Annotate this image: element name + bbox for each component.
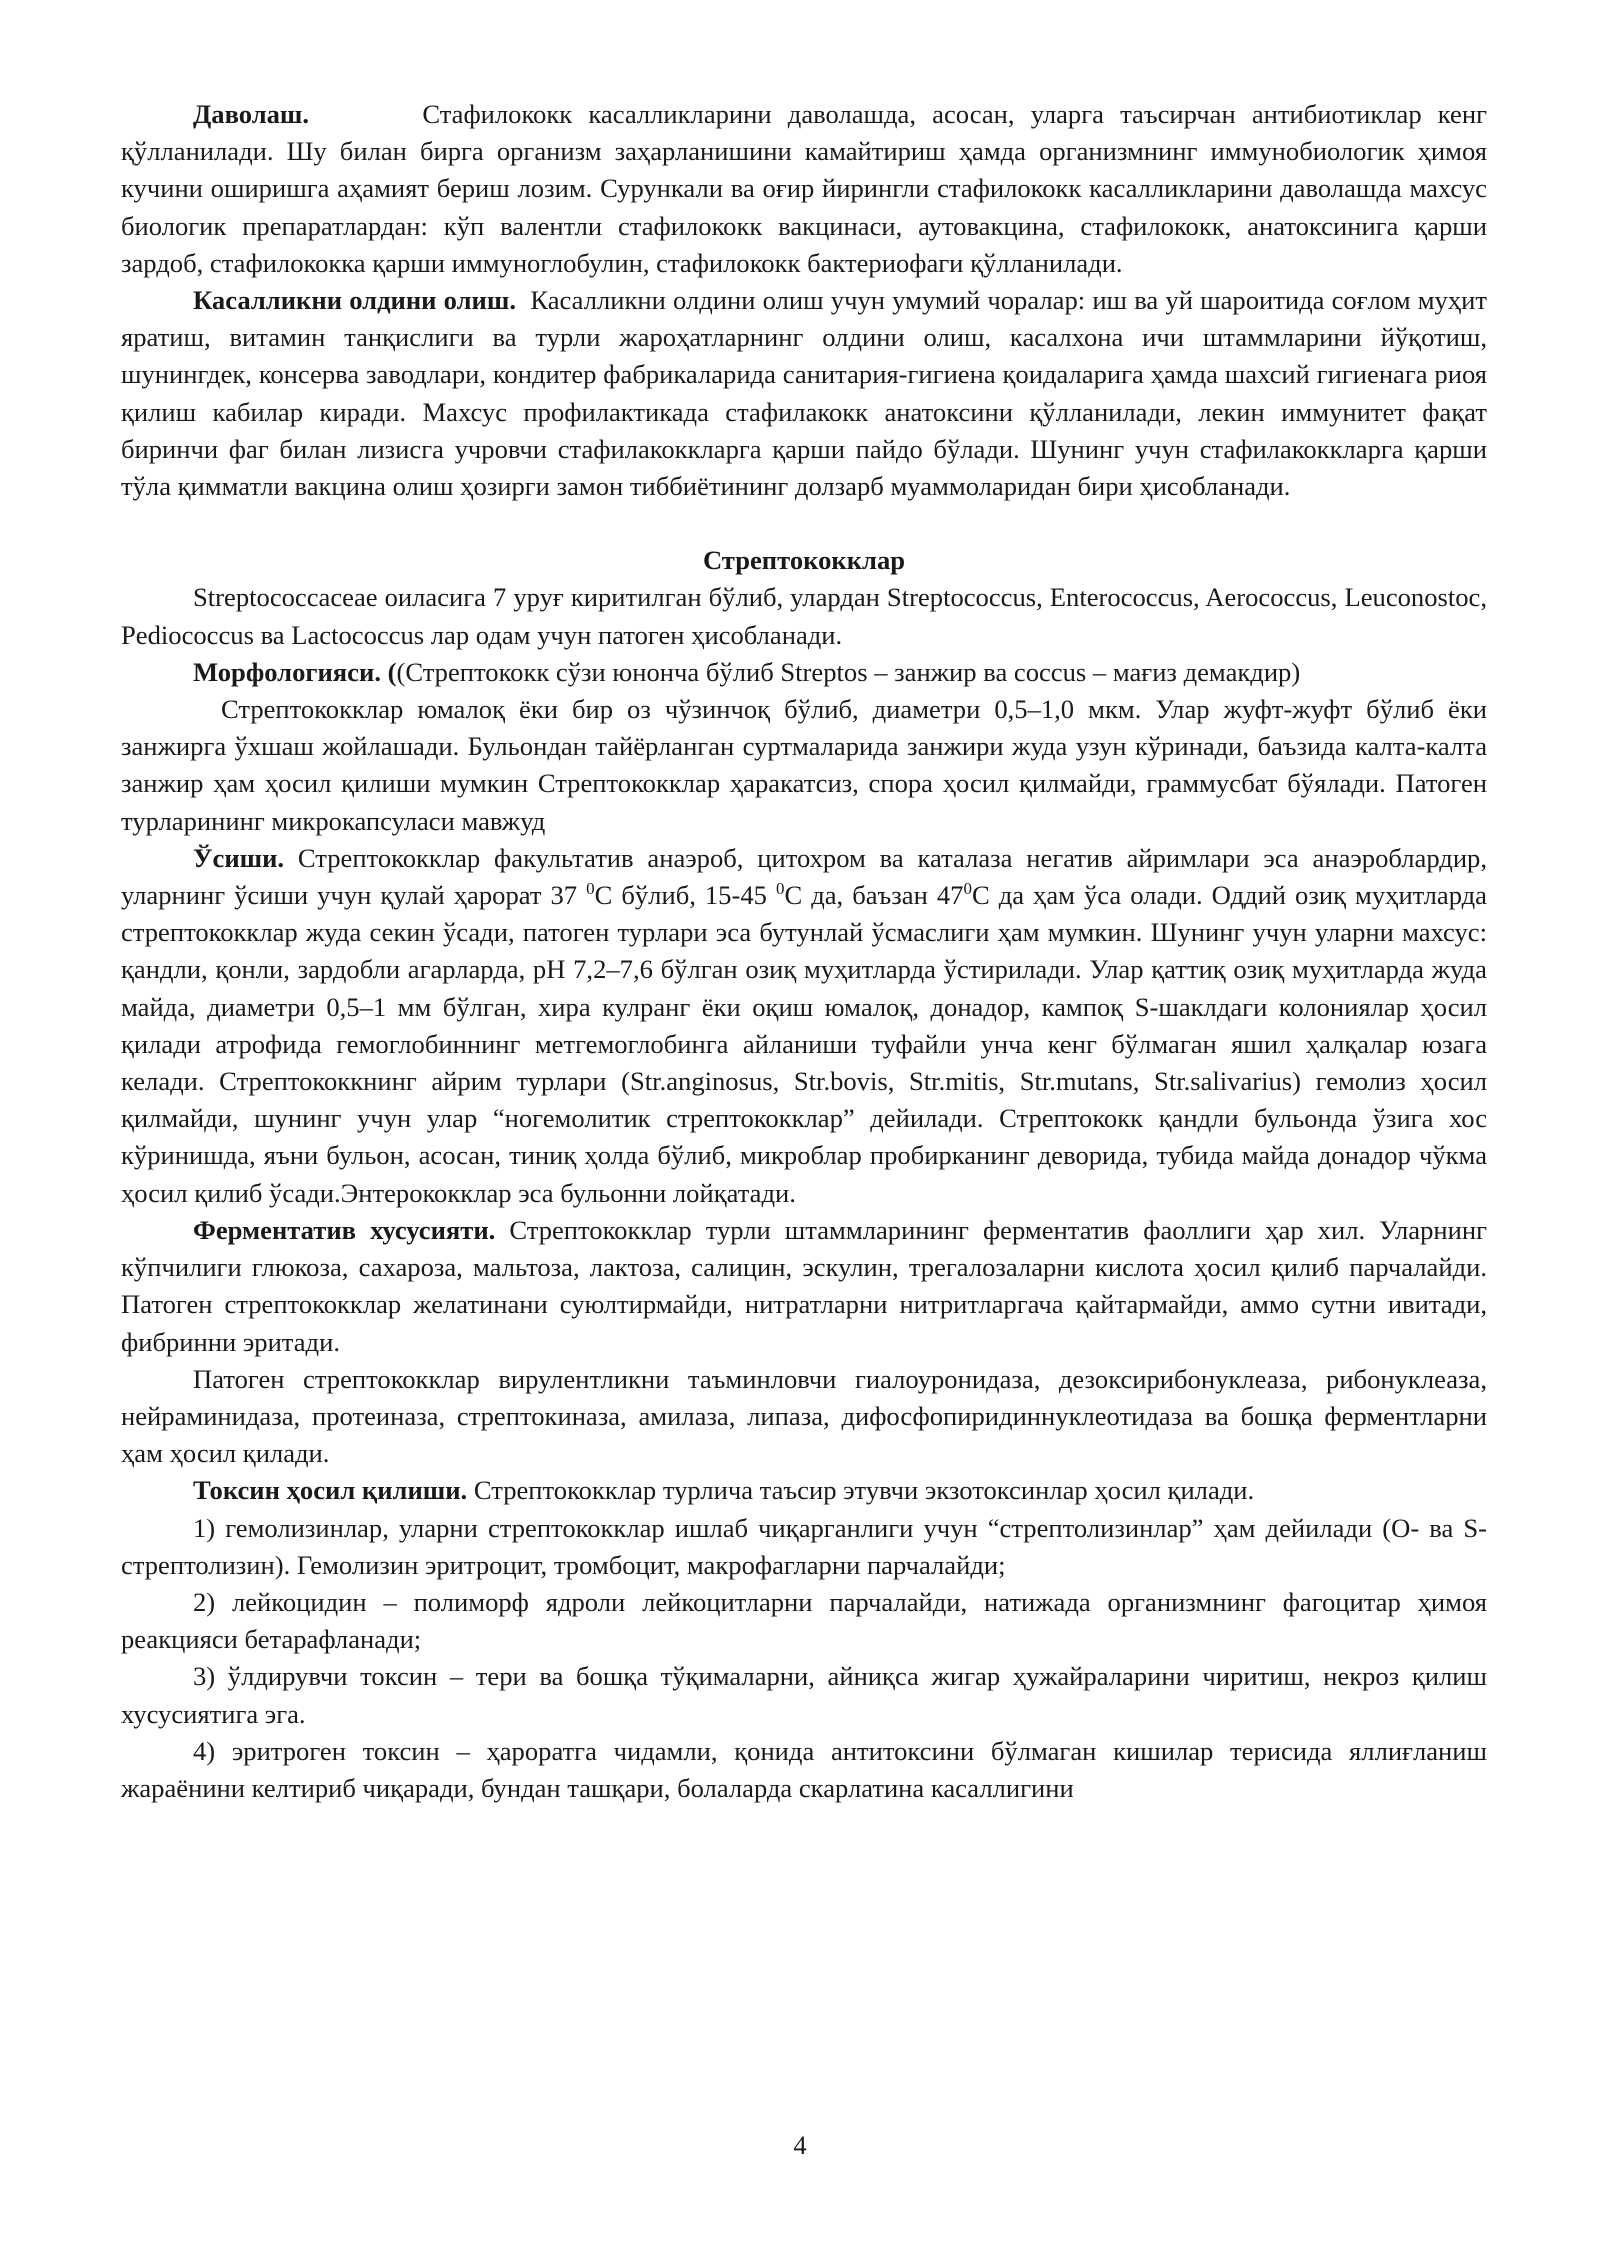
- section-title: Стрептококклар: [702, 545, 906, 576]
- toxin-label: Токсин ҳосил қилиши.: [193, 1475, 468, 1506]
- treatment-label: Даволаш.: [193, 99, 310, 129]
- treatment-text: Стафилококк касалликларини даволашда, асосан, уларга таъсирчан антибиотиклар кенг қўлланилади. Шу билан бирга организм заҳарланишини камайтириш ҳамда организмнинг иммунобиологик ҳимоя кучини оширишга аҳамият бериш лозим. Сурункали ва оғир йирингли стафилококк касалликларини даволашда махсус биологик препаратлардан: кўп валентли стафилококк вакцинаси, аутовакцина, стафилококк, анатоксинига қарши зардоб, стафилококка қарши иммуноглобулин, стафилококк бактериофаги қўлланилади.: [121, 99, 1487, 278]
- morphology-label: Морфологияси.: [193, 656, 381, 687]
- morphology-text: (Стрептококк сўзи юнонча бўлиб Streptos – занжир ва coccus – мағиз демакдир): [396, 656, 1301, 687]
- page-number: 4: [793, 2130, 807, 2160]
- prevention-label: Касалликни олдини олиш.: [193, 285, 516, 316]
- treatment-paragraph: [121, 96, 1487, 282]
- prevention-text: Касалликни олдини олиш учун умумий чоралар: иш ва уй шароитида соғлом муҳит яратиш, витамин танқислиги ва турли жароҳатларнинг олдини олиш, касалхона ичи штаммларини йўқотиш, шунингдек, консерва заводлари, кондитер фабрикаларида санитария-гигиена қоидаларига ҳамда шахсий гигиенага риоя қилиш кабилар киради. Махсус профилактикада стафилакокк анатоксини қўлланилади, лекин иммунитет фақат биринчи фаг билан лизисга учровчи стафилакоккларга қарши пайдо бўлади. Шунинг учун стафилакоккларга қарши тўла қимматли вакцина олиш ҳозирги замон тиббиётининг долзарб муаммоларидан бири ҳисобланади.: [121, 285, 1487, 502]
- intro-paragraph: Streptococcaceae оиласига 7 уруғ киритилган бўлиб, улардан Streptococcus, Enterococcus, Aerococcus, Leuconostoc, Pediococcus ва Lactococcus лар одам учун патоген ҳисобланади.: [121, 582, 1487, 650]
- enzymatic-text: Стрептококклар турли штаммларининг ферментатив фаоллиги ҳар хил. Уларнинг кўпчилиги глюкоза, сахароза, мальтоза, лактоза, салицин, эскулин, трегалозаларни кислота ҳосил қилиб парчалайди. Патоген стрептококклар желатинани суюлтирмайди, нитратларни нитритларгача қайтармайди, аммо сутни ивитади, фибринни эритади.: [121, 1214, 1487, 1357]
- toxin-paragraph: [121, 1472, 1487, 1509]
- degree-sup: 0: [963, 879, 972, 899]
- toxin-item: 3) ўлдирувчи токсин – тери ва бошқа тўқималарни, айниқса жигар ҳужайраларини чиритиш, некроз қилиш хусусиятига эга.: [121, 1661, 1487, 1729]
- growth-text-4: С да ҳам ўса олади. Оддий озиқ муҳитларда стрептококклар жуда секин ўсади, патоген турлари эса бутунлай ўсмаслиги ҳам мумкин. Шунинг учун уларни махсус: қандли, қонли, зардобли агарларда, pH 7,2–7,6 бўлган озиқ муҳитларда ўстирилади. Улар қаттиқ озиқ муҳитларда жуда майда, диаметри 0,5–1 мм бўлган, хира кулранг ёки оқиш юмалоқ, донадор, кампоқ S-шаклдаги колониялар ҳосил қилади атрофида гемоглобиннинг метгемоглобинга айланиши туфайли унча кенг бўлмаган яшил ҳалқалар юзага келади. Стрептококкнинг айрим турлари (Str.anginosus, Str.bovis, Str.mitis, Str.mutans, Str.salivarius) гемолиз ҳосил қилмайди, шунинг учун улар “ногемолитик стрептококклар” дейилади. Стрептококк қандли бульонда ўзига хос кўринишда, яъни бульон, асосан, тиниқ ҳолда бўлиб, микроблар пробирканинг деворида, тубида майда донадор чўкма ҳосил қилиб ўсади.Энтерококклар эса бульонни лойқатади.: [121, 880, 1487, 1208]
- toxin-item: 1) гемолизинлар, уларни стрептококклар ишлаб чиқарганлиги учун “стрептолизинлар” ҳам дейилади (О- ва S-стрептолизин). Гемолизин эритроцит, тромбоцит, макрофагларни парчалайди;: [121, 1512, 1487, 1580]
- toxin-item: 2) лейкоцидин – полиморф ядроли лейкоцитларни парчалайди, натижада организмнинг фагоцитар ҳимоя реакцияси бетарафланади;: [121, 1586, 1487, 1655]
- document-page: [121, 96, 1487, 1807]
- growth-paragraph: [121, 840, 1487, 1212]
- degree-sup: 0: [586, 879, 595, 899]
- toxin-text: Стрептококклар турлича таъсир этувчи экзотоксинлар ҳосил қилади.: [473, 1475, 1255, 1506]
- enzymatic-paragraph: [121, 1212, 1487, 1361]
- growth-text-2: С бўлиб, 15-45: [594, 880, 767, 911]
- virulence-paragraph: Патоген стрептококклар вирулентликни таъминловчи гиалоуронидаза, дезоксирибонуклеаза, рибонуклеаза, нейраминидаза, протеиназа, стрептокиназа, амилаза, липаза, дифосфопиридиннуклеотидаза ва бошқа ферментларни ҳам ҳосил қилади.: [121, 1363, 1487, 1469]
- toxin-item: 4) эритроген токсин – ҳароратга чидамли, қонида антитоксини бўлмаган кишилар терисида яллиғланиш жараёнини келтириб чиқаради, бундан ташқари, болаларда скарлатина касаллигини: [121, 1735, 1487, 1803]
- growth-label: Ўсиши.: [193, 842, 285, 873]
- enzymatic-label: Ферментатив хусусияти.: [193, 1214, 496, 1245]
- morphology-body: Стрептококклар юмалоқ ёки бир оз чўзинчоқ бўлиб, диаметри 0,5–1,0 мкм. Улар жуфт-жуфт бўлиб ёки занжирга ўхшаш жойлашади. Бульондан тайёрланган суртмаларида занжири жуда узун кўринади, баъзида калта-калта занжир ҳам ҳосил қилиши мумкин Стрептококклар ҳаракатсиз, спора ҳосил қилмайди, граммусбат бўялади. Патоген турларининг микрокапсуласи мавжуд: [121, 694, 1487, 836]
- prevention-paragraph: [121, 282, 1487, 505]
- growth-text-3: С да, баъзан 47: [784, 880, 964, 911]
- morphology-paragraph: Морфологияси. ((Стрептококк сўзи юнонча бўлиб Streptos – занжир ва coccus – мағиз демакдир): [193, 656, 1301, 687]
- growth-text-1: Стрептококклар факультатив анаэроб, цитохром ва каталаза негатив айримлари эса анаэроблардир, уларнинг ўсиши учун қулай ҳарорат 37: [121, 842, 1487, 911]
- section-gap: [121, 505, 1487, 542]
- degree-sup: 0: [775, 879, 785, 899]
